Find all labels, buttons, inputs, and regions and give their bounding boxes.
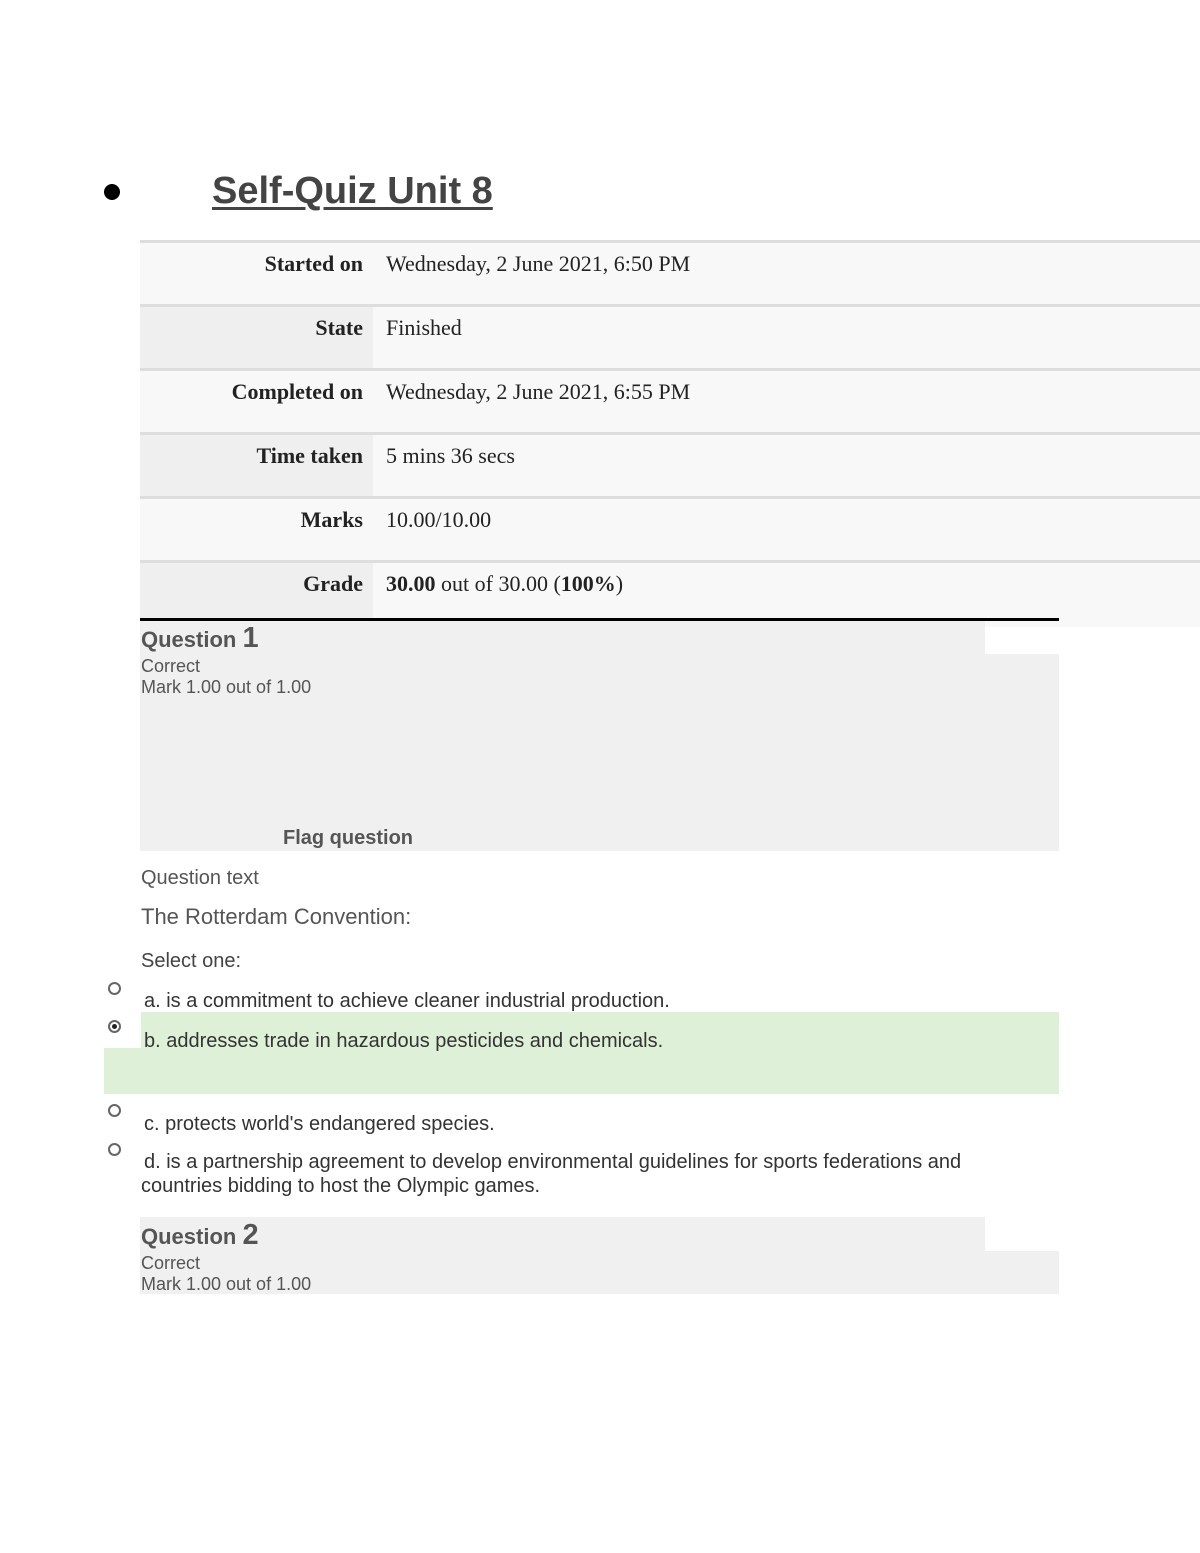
summary-label: Time taken bbox=[140, 435, 373, 496]
radio-option-b[interactable] bbox=[108, 1020, 121, 1033]
question-state: Correct bbox=[141, 1253, 201, 1273]
question-label: Question bbox=[141, 627, 243, 652]
question-number-value: 1 bbox=[242, 622, 259, 654]
summary-label: Completed on bbox=[140, 371, 373, 432]
question-text-label: Question text bbox=[141, 867, 259, 889]
question-state: Correct bbox=[141, 656, 201, 676]
summary-row-started bbox=[140, 243, 1200, 307]
question-number bbox=[141, 1219, 259, 1252]
question-info-header bbox=[140, 1217, 985, 1251]
question-grade: Mark 1.00 out of 1.00 bbox=[141, 1274, 312, 1294]
summary-row-time-taken bbox=[140, 435, 1200, 499]
summary-value: 5 mins 36 secs bbox=[373, 435, 1200, 496]
summary-label: Marks bbox=[140, 499, 373, 560]
question-number bbox=[141, 622, 259, 655]
question-label: Question bbox=[141, 1224, 243, 1249]
question-info-header bbox=[140, 621, 985, 654]
select-one-prompt: Select one: bbox=[141, 950, 242, 972]
question-number-value: 2 bbox=[242, 1219, 259, 1251]
grade-close: ) bbox=[615, 571, 624, 596]
flag-question-button[interactable]: Flag question bbox=[283, 827, 413, 849]
answer-option-d[interactable]: d. is a partnership agreement to develop environmental guidelines for sports federations and countries bidding to host the Olympic games. bbox=[141, 1151, 962, 1197]
summary-label: Grade bbox=[140, 563, 373, 627]
grade-out-of: out of 30.00 ( bbox=[435, 571, 561, 596]
question-grade: Mark 1.00 out of 1.00 bbox=[141, 677, 312, 697]
radio-option-a[interactable] bbox=[108, 982, 121, 995]
summary-row-state bbox=[140, 307, 1200, 371]
summary-value: Wednesday, 2 June 2021, 6:50 PM bbox=[373, 243, 1200, 304]
radio-option-d[interactable] bbox=[108, 1143, 121, 1156]
correct-answer-highlight-lower bbox=[104, 1048, 1059, 1094]
question-text: The Rotterdam Convention: bbox=[141, 904, 412, 929]
answer-option-b[interactable]: b. addresses trade in hazardous pesticides and chemicals. bbox=[144, 1030, 664, 1052]
summary-value: Finished bbox=[373, 307, 1200, 368]
summary-row-completed bbox=[140, 371, 1200, 435]
attempt-summary-table bbox=[140, 240, 1200, 627]
summary-label: State bbox=[140, 307, 373, 368]
summary-row-marks bbox=[140, 499, 1200, 563]
answer-option-a[interactable]: a. is a commitment to achieve cleaner industrial production. bbox=[144, 990, 670, 1012]
answer-option-c[interactable]: c. protects world's endangered species. bbox=[144, 1113, 495, 1135]
title-bullet bbox=[104, 184, 120, 200]
summary-value: 10.00/10.00 bbox=[373, 499, 1200, 560]
grade-percent: 100% bbox=[560, 571, 616, 596]
summary-value: Wednesday, 2 June 2021, 6:55 PM bbox=[373, 371, 1200, 432]
summary-label: Started on bbox=[140, 243, 373, 304]
radio-option-c[interactable] bbox=[108, 1104, 121, 1117]
grade-score: 30.00 bbox=[386, 571, 436, 596]
page-title[interactable]: Self-Quiz Unit 8 bbox=[212, 170, 493, 212]
